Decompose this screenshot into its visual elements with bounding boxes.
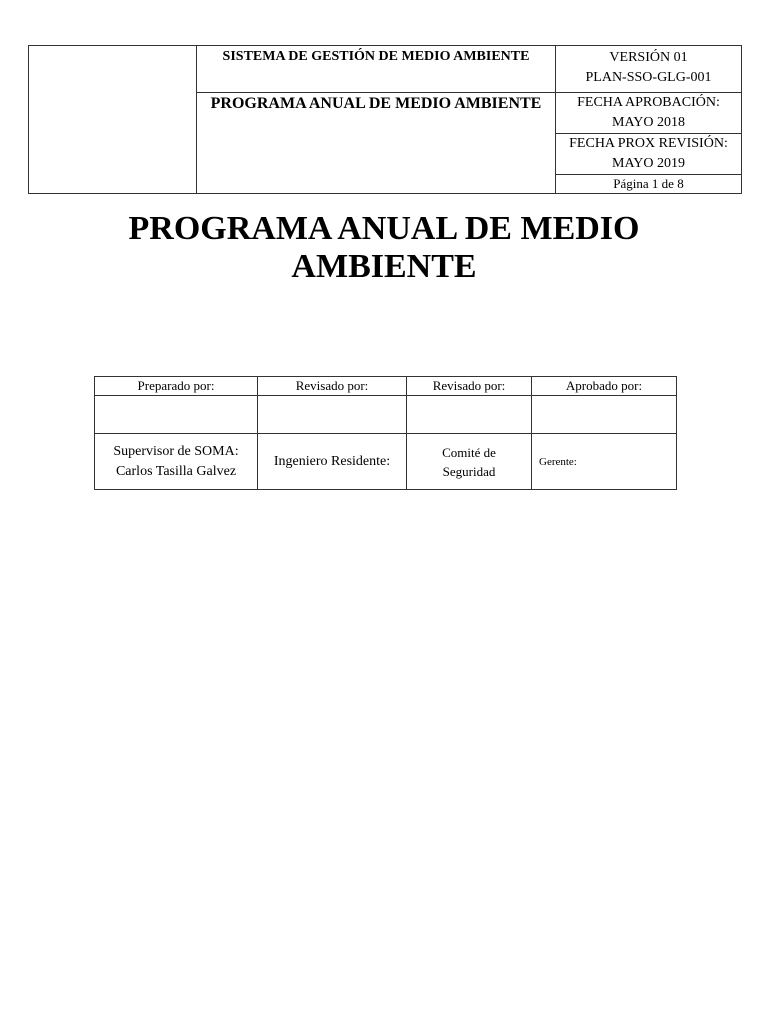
next-review-date: MAYO 2019 (612, 156, 685, 171)
system-title-cell (197, 46, 556, 93)
signature-space-approved (532, 396, 677, 434)
document-header-table (28, 45, 742, 194)
approval-cell (556, 93, 742, 134)
signature-space-reviewed-1 (258, 396, 407, 434)
version-cell (556, 46, 742, 93)
reviewed-2-role-line2: Seguridad (442, 463, 496, 479)
next-review-label: FECHA PROX REVISIÓN: (569, 136, 728, 151)
version-label: VERSIÓN 01 (609, 50, 688, 65)
header-reviewed-1: Revisado por: (258, 377, 407, 396)
prepared-by-cell (95, 434, 258, 490)
approval-label: FECHA APROBACIÓN: (577, 95, 720, 110)
document-code: PLAN-SSO-GLG-001 (585, 70, 712, 85)
signature-space-reviewed-2 (407, 396, 532, 434)
header-prepared: Preparado por: (95, 377, 258, 396)
reviewed-2-cell (407, 434, 532, 490)
program-title: PROGRAMA ANUAL DE MEDIO AMBIENTE (210, 95, 542, 112)
signature-table (94, 376, 677, 490)
header-reviewed-2: Revisado por: (407, 377, 532, 396)
program-title-cell (197, 93, 556, 194)
approval-date: MAYO 2018 (612, 115, 685, 130)
reviewed-2-role-line1: Comité de (442, 444, 496, 460)
prepared-name: Carlos Tasilla Galvez (115, 463, 237, 479)
signature-space-prepared (95, 396, 258, 434)
logo-cell (29, 46, 197, 194)
system-title: SISTEMA DE GESTIÓN DE MEDIO AMBIENTE (222, 49, 530, 64)
page-title: PROGRAMA ANUAL DE MEDIO AMBIENTE (128, 210, 640, 285)
prepared-role: Supervisor de SOMA: (113, 443, 239, 459)
page-number: Página 1 de 8 (556, 175, 742, 194)
reviewed-1-role: Ingeniero Residente: (258, 434, 407, 490)
header-approved: Aprobado por: (532, 377, 677, 396)
approved-role: Gerente: (532, 434, 677, 490)
next-review-cell (556, 134, 742, 175)
